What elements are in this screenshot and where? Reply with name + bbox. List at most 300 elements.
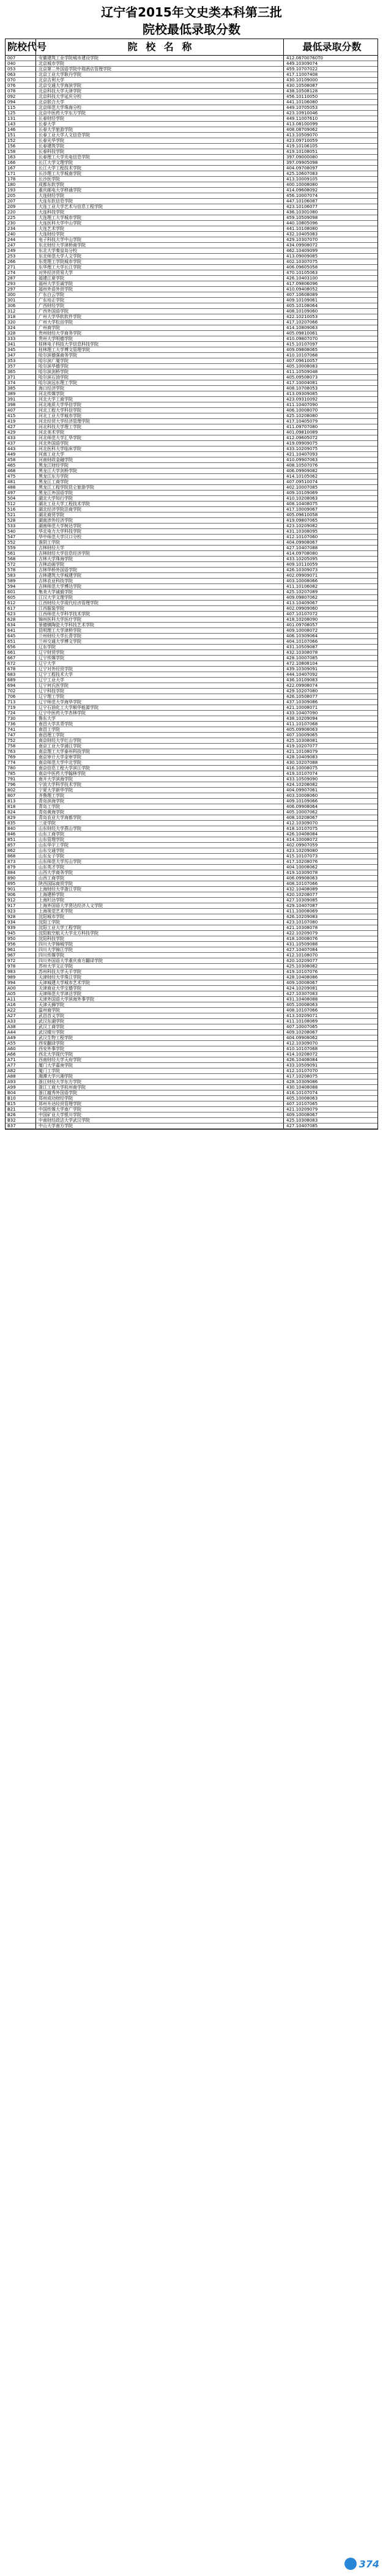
school-code: A82 [6, 1068, 36, 1073]
table-row [6, 254, 377, 259]
min-score: 408.10107066 [286, 881, 318, 886]
school-code: 967 [6, 953, 36, 958]
table-row [6, 1035, 377, 1041]
school-name: 哈尔滨石油学院 [36, 375, 284, 380]
school-name: 北京工业大学耿丹学院 [36, 72, 284, 77]
school-name: 西北大学现代学院 [36, 1052, 284, 1057]
school-code: 802 [6, 788, 36, 793]
school-name: 桂林理工大学博文管理学院 [36, 347, 284, 352]
school-code: 271 [6, 265, 36, 270]
school-name: 辽宁何氏医学院 [36, 683, 284, 688]
min-score: 433.10509090 [286, 777, 318, 782]
school-code: 634 [6, 623, 36, 627]
table-row [6, 859, 377, 865]
table-row [6, 386, 377, 391]
school-code: 475 [6, 474, 36, 479]
school-code: 274 [6, 270, 36, 275]
min-score: 438.10209094 [286, 716, 318, 721]
min-score: 430.10508087 [286, 83, 318, 88]
table-header [6, 39, 377, 56]
school-name: 苏州科技大学天平学院 [36, 969, 284, 974]
table-row [6, 1068, 377, 1074]
school-code: A99 [6, 1085, 36, 1090]
min-score: 426.10309073 [286, 568, 318, 572]
table-row [6, 683, 377, 689]
school-name: 广东培正学院 [36, 298, 284, 303]
school-code: 824 [6, 810, 36, 815]
min-score: 423.09310092 [286, 397, 318, 402]
min-score: 439.10309091 [286, 667, 318, 672]
school-name: 湖北商贸学院 [36, 513, 284, 517]
min-score: 411.10107068 [286, 722, 318, 727]
header-name: 院 校 名 称 [36, 39, 284, 55]
school-name: 电子科技大学中山学院 [36, 237, 284, 242]
min-score: 470.10105063 [286, 270, 318, 275]
school-name: 大连财经学院 [36, 232, 284, 237]
table-row [6, 678, 377, 683]
min-score: 414.10809063 [286, 325, 318, 330]
school-code: 540 [6, 529, 36, 534]
school-name: 黑龙江外国语学院 [36, 490, 284, 495]
min-score: 423.10107080 [286, 920, 318, 925]
school-name: 淮阴工学院 [36, 540, 284, 545]
table-row [6, 435, 377, 441]
min-score: 409.09807062 [286, 595, 318, 600]
school-name: 四川传媒学院 [36, 953, 284, 958]
table-row [6, 766, 377, 771]
school-code: 178 [6, 177, 36, 182]
table-row [6, 105, 377, 111]
school-name: 西南财经大学天府学院 [36, 1057, 284, 1062]
table-row [6, 1118, 377, 1123]
school-code: 171 [6, 171, 36, 176]
min-score: 406.09605058 [286, 265, 318, 270]
school-name: 吉林农业科技学院 [36, 579, 284, 583]
school-name: 湖北经济学院法商学院 [36, 507, 284, 512]
table-row [6, 342, 377, 347]
school-name: 大连东软信息学院 [36, 199, 284, 204]
min-score: 407.10009065 [286, 733, 318, 738]
table-row [6, 1057, 377, 1063]
min-score: 403.10008066 [286, 579, 318, 583]
school-code: 415 [6, 413, 36, 418]
school-name: 北京科技大学延庆分校 [36, 94, 284, 99]
min-score: 417.09806096 [286, 281, 318, 286]
min-score: 411.10008069 [286, 909, 318, 914]
min-score: 431.10408088 [286, 997, 318, 1002]
school-code: 873 [6, 859, 36, 864]
school-name: 长春科技学院 [36, 149, 284, 154]
school-code: 497 [6, 490, 36, 495]
min-score: 428.10309086 [286, 1079, 318, 1084]
min-score: 429.10307070 [286, 237, 318, 242]
school-code: 583 [6, 573, 36, 578]
school-code: 763 [6, 749, 36, 754]
school-name: 贵州大学明德学院 [36, 336, 284, 341]
school-code: 345 [6, 347, 36, 352]
school-code: 063 [6, 72, 36, 77]
min-score: 444.10407092 [286, 672, 318, 677]
min-score: 449.10309074 [286, 61, 318, 66]
table-row [6, 931, 377, 936]
school-code: 131 [6, 116, 36, 121]
school-name: 郑州成功财经学院 [36, 1096, 284, 1101]
table-row [6, 1079, 377, 1085]
min-score: 407.10107072 [286, 612, 318, 616]
school-code: 300 [6, 292, 36, 297]
school-code: 706 [6, 694, 36, 699]
min-score: 441.10108080 [286, 226, 318, 231]
school-name: 齐鲁理工学院 [36, 793, 284, 798]
school-name: 河北外国语学院 [36, 441, 284, 446]
school-name: 长江大学文理学院 [36, 160, 284, 165]
school-code: 166 [6, 160, 36, 165]
school-code: 678 [6, 667, 36, 672]
table-row [6, 1002, 377, 1008]
table-row [6, 562, 377, 568]
min-score: 415.10107097 [286, 342, 318, 347]
table-row [6, 419, 377, 424]
school-name: 山西工商学院 [36, 876, 284, 881]
school-code: 312 [6, 309, 36, 314]
table-row [6, 524, 377, 529]
school-code: 747 [6, 733, 36, 738]
school-name: 西安外事学院 [36, 1046, 284, 1051]
min-score: 418.10008076 [286, 936, 318, 941]
school-name: 武汉工商学院 [36, 1024, 284, 1029]
table-row [6, 336, 377, 342]
school-code: 427 [6, 424, 36, 429]
school-code: 713 [6, 700, 36, 705]
school-code: 220 [6, 210, 36, 215]
school-code: 917 [6, 903, 36, 908]
min-score: 462.10409099 [286, 248, 318, 253]
table-body [6, 56, 377, 1129]
table-row [6, 804, 377, 810]
school-name: 沈阳工学院 [36, 920, 284, 925]
school-name: 对外经济贸易大学 [36, 270, 284, 275]
min-score: 425.10308083 [286, 1118, 318, 1123]
school-code: 661 [6, 650, 36, 655]
table-row [6, 689, 377, 694]
table-row [6, 782, 377, 788]
school-code: 961 [6, 947, 36, 952]
school-name: 鲁东大学 [36, 716, 284, 721]
school-name: 南京理工大学泰州科技学院 [36, 749, 284, 754]
school-code: 249 [6, 248, 36, 253]
school-code: 605 [6, 595, 36, 600]
school-code: 225 [6, 215, 36, 220]
min-score: 432.10405083 [286, 232, 318, 237]
min-score: 456.10007074 [286, 193, 318, 198]
school-code: 385 [6, 386, 36, 391]
min-score: 424.10208082 [286, 782, 318, 787]
table-row [6, 94, 377, 100]
school-code: 994 [6, 980, 36, 985]
school-name: 广州大学松田学院 [36, 320, 284, 325]
school-name: 辽宁理工学院 [36, 694, 284, 699]
school-code: 521 [6, 513, 36, 517]
school-name: 北京交通大学海滨学院 [36, 83, 284, 88]
school-name: 河北工程大学科信学院 [36, 408, 284, 413]
school-name: 河北师范大学汇华学院 [36, 435, 284, 440]
school-name: 锦州医科大学医疗学院 [36, 617, 284, 622]
table-row [6, 1008, 377, 1013]
table-row [6, 127, 377, 133]
table-row [6, 441, 377, 446]
table-row [6, 529, 377, 535]
school-name: 辽宁石油化工大学顺华能源学院 [36, 705, 284, 710]
school-name: 河南工业大学 [36, 452, 284, 457]
table-row [6, 590, 377, 595]
min-score: 426.10403100 [286, 276, 318, 281]
table-row [6, 430, 377, 435]
school-name: 西安翻译学院 [36, 1041, 284, 1046]
school-name: 上海外国语大学贤达经济人文学院 [36, 903, 284, 908]
table-row [6, 837, 377, 843]
table-row [6, 876, 377, 881]
table-row [6, 711, 377, 716]
min-score: 405.09908063 [286, 727, 318, 732]
school-code: A93 [6, 1079, 36, 1084]
school-code: 796 [6, 782, 36, 787]
school-name: 宁夏大学新华学院 [36, 788, 284, 793]
min-score: 407.10608089 [286, 292, 318, 297]
min-score: 408.10107066 [286, 1008, 318, 1013]
table-row [6, 887, 377, 892]
min-score: 459.10707022 [286, 67, 318, 72]
min-score: 408.10408075 [286, 502, 318, 506]
school-name: 山东交通学院 [36, 848, 284, 853]
school-code: 983 [6, 969, 36, 974]
table-row [6, 287, 377, 292]
school-code: 901 [6, 887, 36, 892]
school-code: A49 [6, 1035, 36, 1040]
table-row [6, 617, 377, 623]
min-score: 413.08100099 [286, 122, 318, 127]
school-name: 昆明理工大学津桥学院 [36, 628, 284, 633]
school-code: 769 [6, 755, 36, 760]
school-code: 488 [6, 485, 36, 490]
table-row [6, 667, 377, 672]
table-row [6, 380, 377, 386]
school-code: B21 [6, 1107, 36, 1112]
table-row [6, 479, 377, 485]
school-name: 吉林建筑大学城建学院 [36, 573, 284, 578]
school-code: 374 [6, 380, 36, 385]
table-row [6, 149, 377, 155]
min-score: 430.10109000 [286, 78, 318, 83]
school-code: 780 [6, 766, 36, 771]
table-row [6, 182, 377, 188]
school-code: 791 [6, 777, 36, 782]
min-score: 427.10407088 [286, 546, 318, 550]
school-code: A27 [6, 1013, 36, 1018]
min-score: 406.10008070 [286, 408, 318, 413]
table-row [6, 898, 377, 903]
school-code: 623 [6, 612, 36, 616]
min-score: 412.08700760T0 [286, 56, 323, 61]
min-score: 423.09710059 [286, 138, 318, 143]
school-name: 河北科技大学理工学院 [36, 424, 284, 429]
min-score: 432.10408089 [286, 887, 318, 892]
table-row [6, 579, 377, 584]
table-row [6, 942, 377, 947]
school-name: 重庆邮电大学移通学院 [36, 188, 284, 193]
min-score: 404.10107066 [286, 639, 318, 644]
school-code: 433 [6, 435, 36, 440]
table-row [6, 656, 377, 661]
school-name: 江汉大学文理学院 [36, 595, 284, 600]
min-score: 413.09309085 [286, 391, 318, 396]
min-score: 409.10008067 [286, 980, 318, 985]
school-code: A00 [6, 986, 36, 991]
table-row [6, 958, 377, 964]
table-row [6, 474, 377, 479]
school-code: 076 [6, 83, 36, 88]
min-score: 414.10008072 [286, 837, 318, 842]
school-name: 湖南涉外经济学院 [36, 518, 284, 523]
school-code: 879 [6, 865, 36, 870]
school-name: 江西服装学院 [36, 606, 284, 611]
table-row [6, 661, 377, 667]
table-row [6, 843, 377, 848]
school-name: 广东白云学院 [36, 292, 284, 297]
table-row [6, 138, 377, 144]
table-row [6, 171, 377, 177]
school-name: 北京联合大学 [36, 100, 284, 105]
table-row [6, 78, 377, 83]
school-name: 湖北工业大学工程技术学院 [36, 502, 284, 506]
min-score: 414.09708080 [286, 551, 318, 556]
school-code: 594 [6, 584, 36, 589]
table-row [6, 281, 377, 287]
school-name: 河北经贸大学经济管理学院 [36, 419, 284, 424]
school-name: 吉林动画学院 [36, 562, 284, 567]
school-code: 180 [6, 182, 36, 187]
table-row [6, 325, 377, 331]
min-score: 422.10210053 [286, 314, 318, 319]
min-score: 411.09707080 [286, 424, 318, 429]
school-name: 南京信息工程大学滨江学院 [36, 766, 284, 771]
min-score: 434.09908072 [286, 243, 318, 248]
table-row [6, 358, 377, 364]
min-score: 412.10107060 [286, 535, 318, 539]
school-code: 862 [6, 848, 36, 853]
school-code: 547 [6, 535, 36, 539]
school-code: 846 [6, 832, 36, 837]
school-name: 辽宁传媒学院 [36, 656, 284, 661]
school-name: 上海视觉艺术学院 [36, 909, 284, 914]
min-score: 416.10107074 [286, 1090, 318, 1095]
min-score: 405.10008063 [286, 1096, 318, 1101]
school-code: 758 [6, 744, 36, 749]
school-name: 广西财经学院 [36, 303, 284, 308]
min-score: 409.10109061 [286, 298, 318, 303]
min-score: 405.10007062 [286, 810, 318, 815]
school-name: 沈阳科技学院 [36, 936, 284, 941]
min-score: 427.10407085 [286, 1123, 318, 1128]
school-code: 683 [6, 672, 36, 677]
score-table [5, 39, 378, 1130]
min-score: 406.09908063 [286, 876, 318, 881]
school-code: 078 [6, 89, 36, 94]
table-row [6, 331, 377, 336]
min-score: 404.10008062 [286, 865, 318, 870]
min-score: 431.10509087 [286, 645, 318, 650]
school-name: 中南财经政法大学武汉学院 [36, 1118, 284, 1123]
table-row [6, 881, 377, 887]
school-code: B26 [6, 1112, 36, 1117]
table-row [6, 975, 377, 980]
school-code: 645 [6, 634, 36, 638]
school-code: A66 [6, 1052, 36, 1057]
min-score: 423.10106077 [286, 204, 318, 209]
min-score: 456.10110050 [286, 94, 318, 99]
school-name: 长春大学 [36, 122, 284, 127]
table-row [6, 292, 377, 298]
min-score: 410.09408052 [286, 287, 318, 292]
school-name: 长春工业大学人文信息学院 [36, 133, 284, 138]
school-name: 河北传媒学院 [36, 391, 284, 396]
table-row [6, 309, 377, 314]
min-score: 402.09909071 [286, 573, 318, 578]
school-code: 143 [6, 122, 36, 127]
school-code: 481 [6, 479, 36, 484]
school-name: 沈阳航空航天大学北方科技学院 [36, 931, 284, 936]
table-row [6, 997, 377, 1002]
school-code: A60 [6, 1046, 36, 1051]
school-name: 湘潭大学兴湘学院 [36, 1074, 284, 1079]
min-score: 406.09908064 [286, 804, 318, 809]
table-row [6, 749, 377, 755]
school-name: 北京城市学院 [36, 61, 284, 66]
school-name: 华中师范大学汉口分校 [36, 535, 284, 539]
school-name: 浙江工商大学杭州商学院 [36, 1085, 284, 1090]
school-name: 长沙理工大学城南学院 [36, 171, 284, 176]
table-row [6, 623, 377, 628]
school-code: B04 [6, 1090, 36, 1095]
min-score: 402.09909060 [286, 606, 318, 611]
table-row [6, 694, 377, 700]
page-subtitle: 院校最低录取分数 [143, 22, 240, 37]
min-score: 427.10309085 [286, 898, 318, 903]
school-name: 辽宁师范大学海华学院 [36, 700, 284, 705]
school-name: 大连工业大学艺术与信息工程学院 [36, 204, 284, 209]
school-code: 146 [6, 127, 36, 132]
min-score: 419.10108051 [286, 149, 318, 154]
table-row [6, 1090, 377, 1096]
min-score: 430.10207088 [286, 760, 318, 765]
school-code: 306 [6, 303, 36, 308]
school-code: A38 [6, 1024, 36, 1029]
school-code: 928 [6, 914, 36, 919]
table-row [6, 672, 377, 678]
table-row [6, 298, 377, 303]
table-row [6, 865, 377, 870]
school-code: 724 [6, 711, 36, 716]
school-code: 972 [6, 958, 36, 963]
school-code: 125 [6, 111, 36, 116]
school-code: 829 [6, 815, 36, 820]
school-name: 长春光华学院 [36, 138, 284, 143]
school-name: 景德镇陶瓷大学科技艺术学院 [36, 623, 284, 627]
min-score: 404.09907061 [286, 788, 318, 793]
min-score: 423.10910046 [286, 111, 318, 116]
min-score: 409.09808065 [286, 347, 318, 352]
table-row [6, 1101, 377, 1107]
min-score: 426.10508077 [286, 694, 318, 699]
